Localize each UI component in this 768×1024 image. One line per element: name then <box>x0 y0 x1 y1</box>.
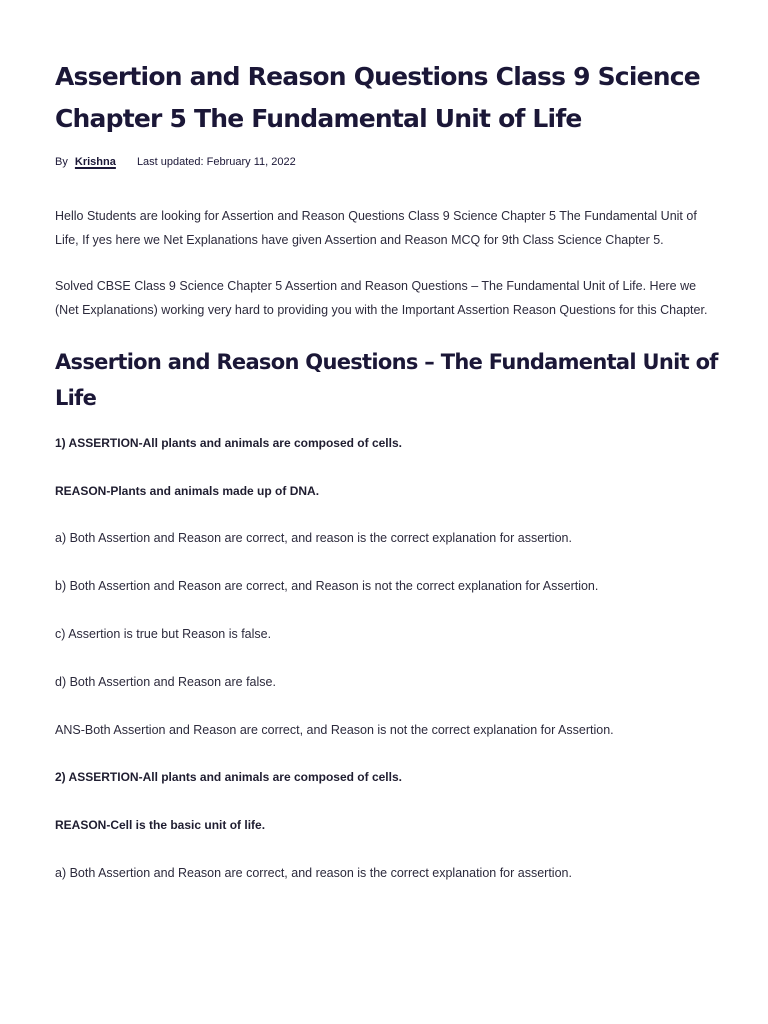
author-link[interactable]: Krishna <box>74 156 116 168</box>
intro-paragraph-2: Solved CBSE Class 9 Science Chapter 5 Assertion and Reason Questions – The Fundamental Unit of Life. Here we (Net Explanations) working very hard to providing you with the Important Assertion Reason Questions for this Chapter. <box>55 279 708 317</box>
q1-answer: ANS-Both Assertion and Reason are correct, and Reason is not the correct explanation for Assertion. <box>55 723 614 737</box>
post-meta <box>55 156 296 168</box>
q1-reason: REASON-Plants and animals made up of DNA. <box>55 484 320 498</box>
q1-option-d: d) Both Assertion and Reason are false. <box>55 675 276 689</box>
page-title: Assertion and Reason Questions Class 9 Science Chapter 5 The Fundamental Unit of Life <box>55 62 700 133</box>
q2-option-a: a) Both Assertion and Reason are correct, and reason is the correct explanation for assertion. <box>55 866 572 880</box>
q1-option-a: a) Both Assertion and Reason are correct, and reason is the correct explanation for assertion. <box>55 531 572 545</box>
last-updated: Last updated: February 11, 2022 <box>136 156 296 168</box>
q2-reason: REASON-Cell is the basic unit of life. <box>55 818 266 832</box>
q1-option-b: b) Both Assertion and Reason are correct, and Reason is not the correct explanation for Assertion. <box>55 579 599 593</box>
by-label: By <box>55 156 68 168</box>
q2-assertion: 2) ASSERTION-All plants and animals are composed of cells. <box>55 770 402 784</box>
intro-paragraph-1: Hello Students are looking for Assertion and Reason Questions Class 9 Science Chapter 5 The Fundamental Unit of Life, If yes here we Net Explanations have given Assertion and Reason MCQ for 9th Class Science Chapter 5. <box>55 209 697 247</box>
q1-option-c: c) Assertion is true but Reason is false. <box>55 627 272 641</box>
section-heading: Assertion and Reason Questions – The Fundamental Unit of Life <box>55 350 718 410</box>
q1-assertion: 1) ASSERTION-All plants and animals are composed of cells. <box>55 436 402 450</box>
